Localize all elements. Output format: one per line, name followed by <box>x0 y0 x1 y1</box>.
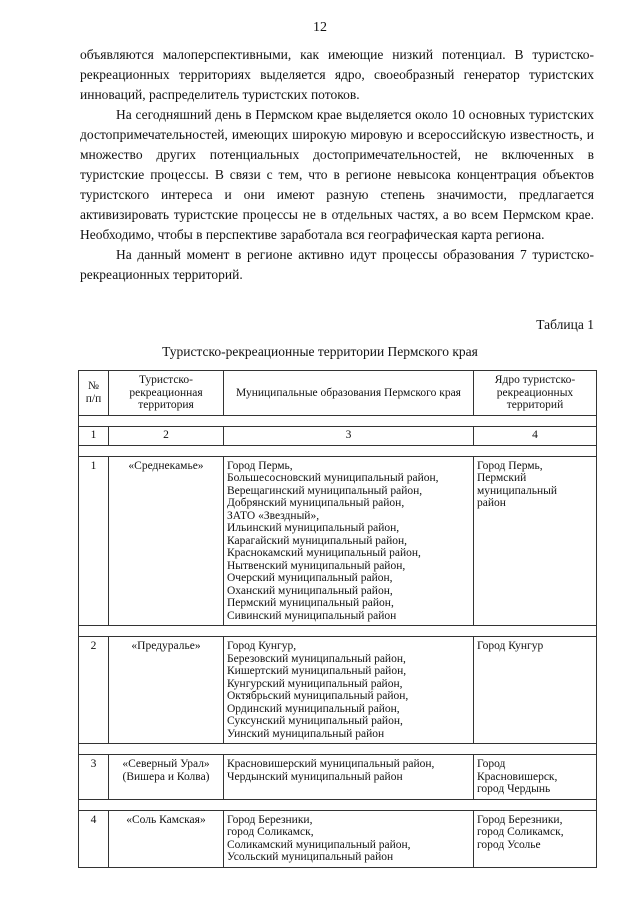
core-item: город Соликамск, <box>477 826 564 838</box>
core-item: Город Кунгур <box>477 640 544 652</box>
municipality-item: Октябрьский муниципальный район, <box>227 690 409 702</box>
territories-table <box>78 370 597 868</box>
column-number: 1 <box>79 426 109 445</box>
core-item: Город Пермь, <box>477 459 543 472</box>
table-row <box>79 456 597 626</box>
municipality-item: Нытвенский муниципальный район, <box>227 559 406 572</box>
municipality-item: Кунгурский муниципальный район, <box>227 677 403 690</box>
municipality-item: Оханский муниципальный район, <box>227 584 393 597</box>
municipalities-cell <box>224 755 474 800</box>
municipality-item: город Соликамск, <box>227 826 314 838</box>
column-number: 3 <box>224 426 474 445</box>
territory-name: «Среднекамье» <box>109 456 224 626</box>
municipality-item: Пермский муниципальный район, <box>227 597 394 609</box>
core-cell <box>474 810 597 867</box>
body-text <box>80 45 594 285</box>
municipality-item: Кишертский муниципальный район, <box>227 665 407 677</box>
core-item: Красновишерск, <box>477 770 558 783</box>
core-cell <box>474 755 597 800</box>
paragraph: объявляются малоперспективными, как имеющие низкий потенциал. В туристско-рекреационных территориях выделяется ядро, своеобразный генератор туристских инноваций, распределитель туристских потоков. <box>80 47 594 102</box>
municipality-item: ЗАТО «Звездный», <box>227 509 320 522</box>
core-item: город Чердынь <box>477 783 551 795</box>
row-number: 4 <box>79 810 109 867</box>
municipality-item: Карагайский муниципальный район, <box>227 534 408 547</box>
table-row <box>79 755 597 800</box>
header-number: № п/п <box>79 371 109 416</box>
core-item: Город <box>477 758 506 770</box>
column-number: 2 <box>109 426 224 445</box>
core-item: город Усолье <box>477 838 541 851</box>
column-number: 4 <box>474 426 597 445</box>
municipality-item: Чердынский муниципальный район <box>227 770 403 783</box>
municipality-item: Очерский муниципальный район, <box>227 572 393 584</box>
table-label: Таблица 1 <box>536 317 594 332</box>
paragraph: На данный момент в регионе активно идут процессы образования 7 туристско-рекреационных территорий. <box>80 247 594 282</box>
territory-name: «Северный Урал» (Вишера и Колва) <box>109 755 224 800</box>
municipality-item: Краснокамский муниципальный район, <box>227 547 421 559</box>
header-territory: Туристско-рекреационная территория <box>109 371 224 416</box>
municipality-item: Ильинский муниципальный район, <box>227 522 400 534</box>
core-item: Город Березники, <box>477 813 563 826</box>
municipality-item: Суксунский муниципальный район, <box>227 715 403 727</box>
municipality-item: Город Пермь, <box>227 459 293 472</box>
column-number-row <box>79 426 597 445</box>
municipality-item: Добрянский муниципальный район, <box>227 497 405 509</box>
row-number: 3 <box>79 755 109 800</box>
territory-name: «Соль Камская» <box>109 810 224 867</box>
municipalities-cell <box>224 637 474 744</box>
municipality-item: Березовский муниципальный район, <box>227 652 406 665</box>
row-number: 2 <box>79 637 109 744</box>
municipality-item: Верещагинский муниципальный район, <box>227 484 423 497</box>
municipality-item: Красновишерский муниципальный район, <box>227 758 435 770</box>
municipality-item: Город Кунгур, <box>227 640 297 652</box>
municipality-item: Большесосновский муниципальный район, <box>227 472 439 484</box>
core-cell <box>474 637 597 744</box>
table-row <box>79 637 597 744</box>
core-cell <box>474 456 597 626</box>
municipality-item: Усольский муниципальный район <box>227 851 394 863</box>
core-item: район <box>477 497 506 509</box>
municipality-item: Ординский муниципальный район, <box>227 702 400 715</box>
row-number: 1 <box>79 456 109 626</box>
header-municipalities: Муниципальные образования Пермского края <box>224 371 474 416</box>
territory-name: «Предуралье» <box>109 637 224 744</box>
header-core: Ядро туристско-рекреационных территорий <box>474 371 597 416</box>
core-item: муниципальный <box>477 484 558 497</box>
municipality-item: Город Березники, <box>227 813 313 826</box>
municipality-item: Сивинский муниципальный район <box>227 609 397 622</box>
paragraph: На сегодняшний день в Пермском крае выделяется около 10 основных туристских достопримечательностей, имеющих широкую мировую и всероссийскую известность, и множество других потенциальных достопримечательностей, не включенных в туристские процессы. В связи с тем, что в регионе невысока концентрация объектов туристского интереса и они имеют разную степень значимости, предлагается активизировать туристские процессы не в отдельных частях, а во всем Пермском крае. Необходимо, чтобы в перспективе заработала вся географическая карта региона. <box>80 107 594 242</box>
municipality-item: Уинский муниципальный район <box>227 727 385 740</box>
table-title: Туристско-рекреационные территории Пермского края <box>162 344 478 359</box>
municipality-item: Соликамский муниципальный район, <box>227 838 411 851</box>
page-number: 12 <box>313 20 327 35</box>
table-header-row <box>79 371 597 416</box>
table-row <box>79 810 597 867</box>
municipalities-cell <box>224 456 474 626</box>
core-item: Пермский <box>477 472 527 484</box>
municipalities-cell <box>224 810 474 867</box>
